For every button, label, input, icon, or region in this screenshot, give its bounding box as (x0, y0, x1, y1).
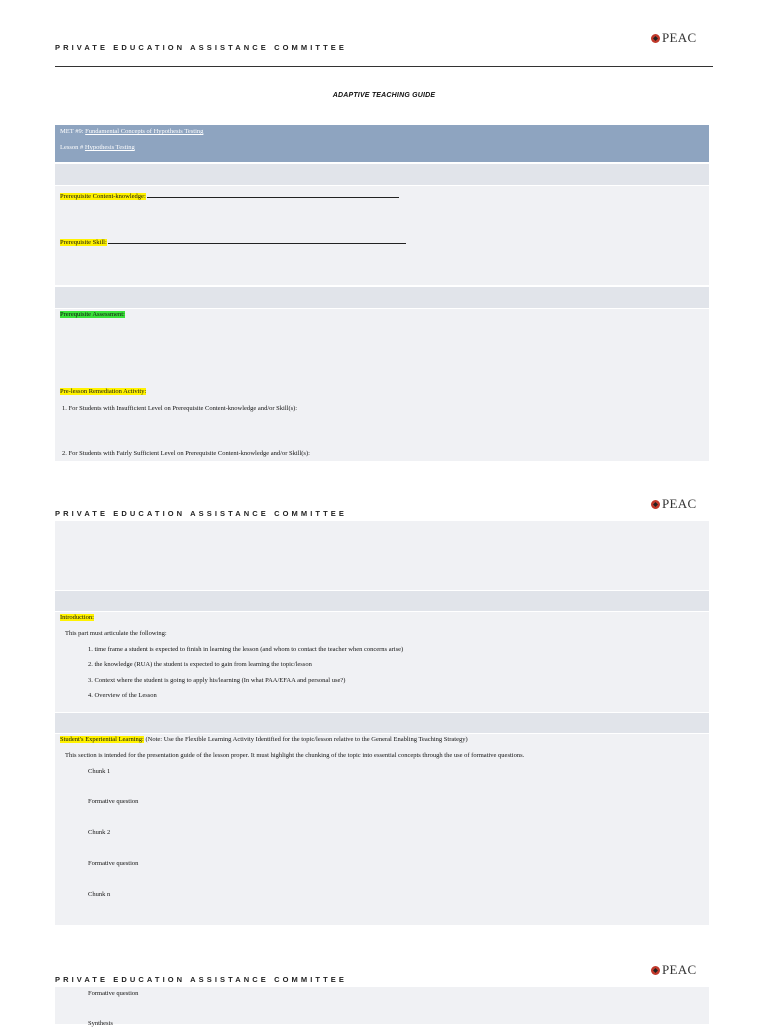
experiential-label: Student's Experiential Learning: (60, 736, 144, 743)
blank-line[interactable] (147, 191, 399, 198)
lesson-link[interactable]: Hypothesis Testing (84, 144, 135, 151)
blank-line[interactable] (108, 237, 406, 244)
introduction-lead: This part must articulate the following: (65, 630, 167, 637)
remediation-item: 2. For Students with Fairly Sufficient Level on Prerequisite Content-knowledge and/or Skill(s): (62, 450, 310, 457)
prereq-skill-label: Prerequisite Skill: (60, 239, 107, 246)
chunk-item: Chunk 2 (88, 829, 111, 836)
chunk-item: Chunk n (88, 891, 111, 898)
introduction-label: Introduction: (60, 614, 94, 621)
chunk-item: Formative question (88, 798, 139, 805)
section-band (55, 713, 709, 733)
committee-name: PRIVATE EDUCATION ASSISTANCE COMMITTEE (55, 43, 347, 52)
met-prefix: MET #9: (60, 128, 84, 135)
experiential-lead: This section is intended for the presentation guide of the lesson proper. It must highlight the chunking of the topic into essential concepts through the use of formative questions. (65, 752, 525, 759)
section-band (55, 591, 709, 611)
header-rule (55, 66, 713, 67)
logo-text: PEAC (662, 30, 697, 45)
lesson-prefix: Lesson # (60, 144, 84, 151)
blank-box (55, 521, 709, 590)
chunk-item: Synthesis (88, 1020, 113, 1027)
section-band (55, 287, 709, 308)
committee-name: PRIVATE EDUCATION ASSISTANCE COMMITTEE (55, 975, 347, 984)
lesson-header-box (55, 125, 709, 162)
peac-logo-icon (651, 966, 660, 975)
chunk-item: Chunk 1 (88, 768, 111, 775)
remediation-label: Pre-lesson Remediation Activity: (60, 388, 147, 395)
prereq-content-label: Prerequisite Content-knowledge: (60, 193, 146, 200)
introduction-item: 1. time frame a student is expected to finish in learning the lesson (and whom to contact the teacher when concerns arise) (88, 646, 404, 653)
met-row (60, 128, 203, 135)
committee-name: PRIVATE EDUCATION ASSISTANCE COMMITTEE (55, 509, 347, 518)
introduction-item: 2. the knowledge (RUA) the student is expected to gain from learning the topic/lesson (88, 661, 312, 668)
remediation-item: 1. For Students with Insufficient Level on Prerequisite Content-knowledge and/or Skill(s): (62, 405, 298, 412)
introduction-box (55, 612, 709, 712)
met-link[interactable]: Fundamental Concepts of Hypothesis Testing (85, 128, 204, 135)
lesson-row (60, 144, 135, 151)
peac-logo (651, 30, 696, 46)
experiential-row (60, 736, 468, 743)
prereq-skill-row (60, 237, 406, 246)
peac-logo-icon (651, 34, 660, 43)
introduction-item: 3. Context where the student is going to apply his/learning (In what PAA/EFAA and personal use?) (88, 677, 346, 684)
peac-logo (651, 496, 696, 512)
assessment-box (55, 309, 709, 461)
experiential-box (55, 734, 709, 925)
prereq-content-row (60, 191, 399, 200)
introduction-item: 4. Overview of the Lesson (88, 692, 157, 699)
logo-text: PEAC (662, 496, 697, 511)
page-title: ADAPTIVE TEACHING GUIDE (332, 92, 436, 99)
section-band (55, 164, 709, 185)
chunk-item: Formative question (88, 990, 139, 997)
logo-text: PEAC (662, 962, 697, 977)
chunk-item: Formative question (88, 860, 139, 867)
peac-logo-icon (651, 500, 660, 509)
peac-logo (651, 962, 696, 978)
continuation-box (55, 987, 709, 1027)
experiential-note: (Note: Use the Flexible Learning Activity Identified for the topic/lesson relative to the General Enabling Teaching Strategy) (143, 736, 468, 743)
prereq-assessment-label: Prerequisite Assessment: (60, 311, 125, 318)
prerequisite-box (55, 186, 709, 285)
